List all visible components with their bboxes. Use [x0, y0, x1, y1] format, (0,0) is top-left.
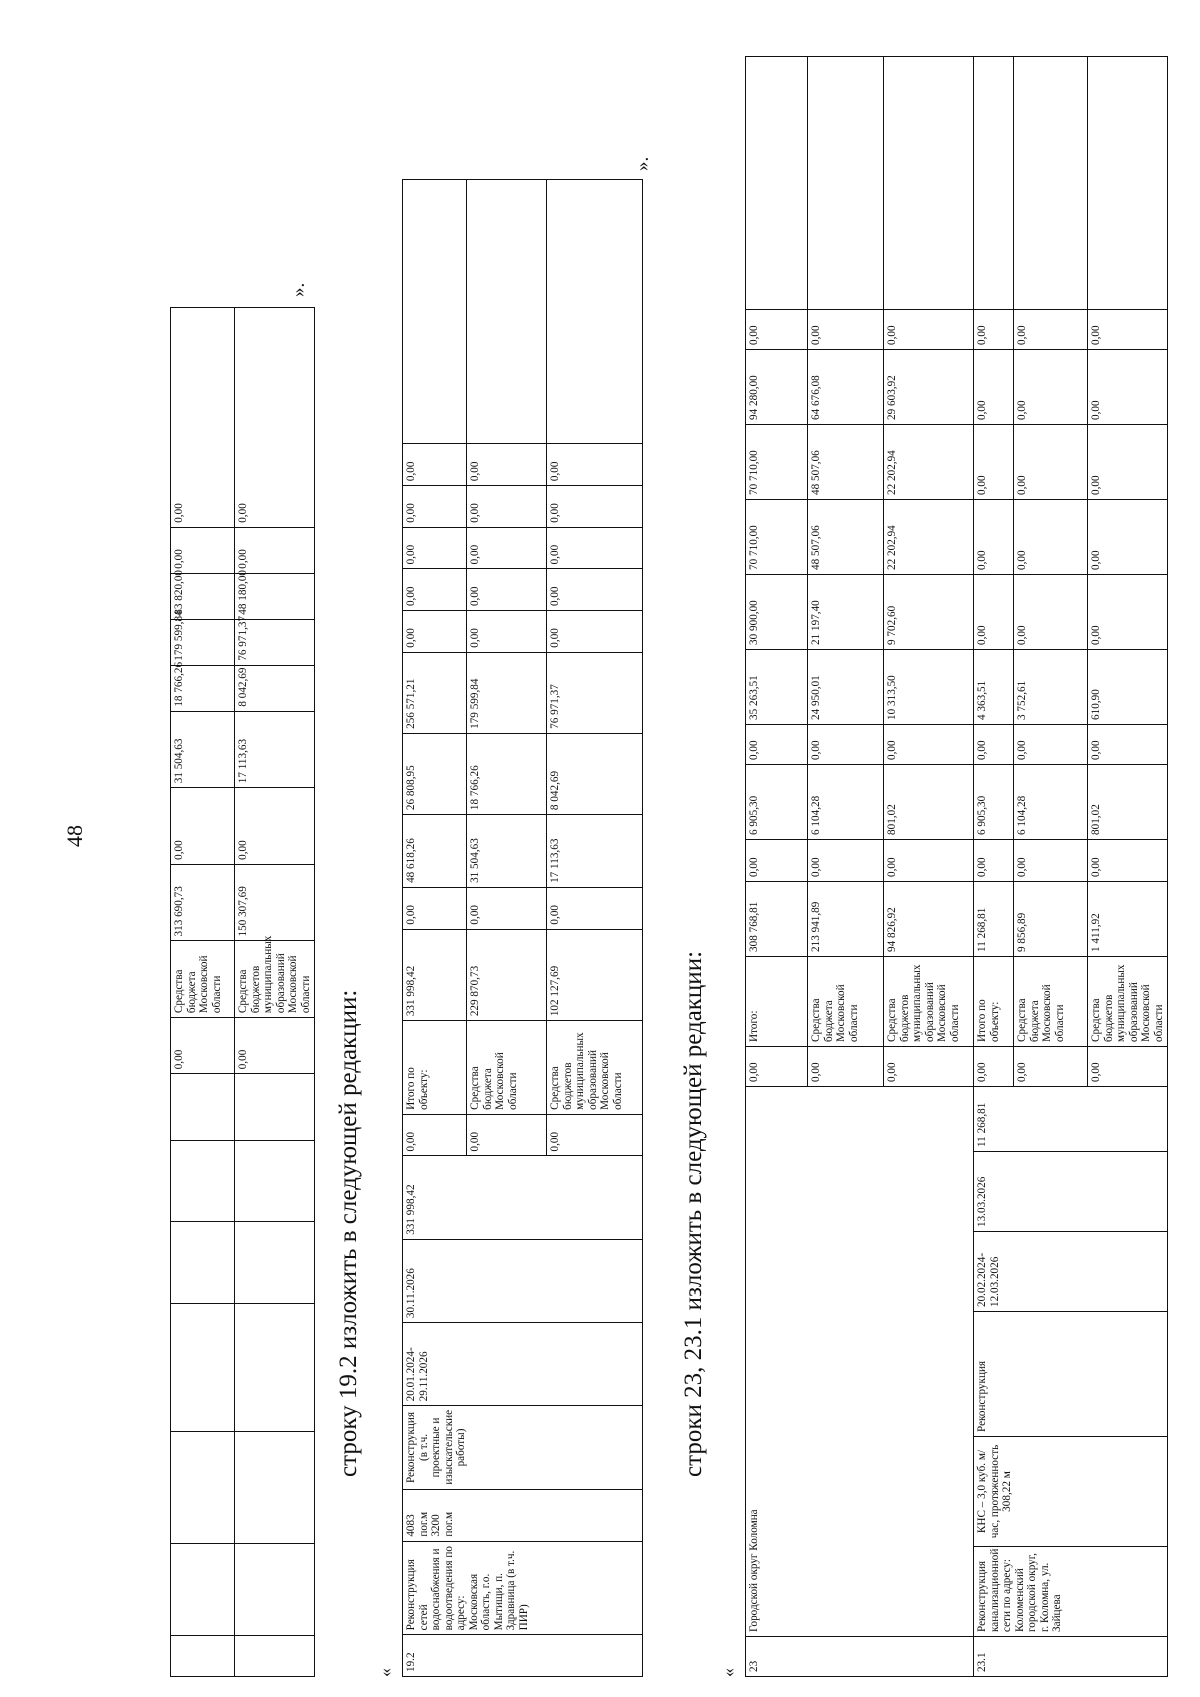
table-cell: 0,00	[235, 788, 315, 865]
table-cell: 24 950,01	[808, 649, 884, 724]
table-cell: 0,00	[171, 1018, 235, 1074]
total-label: Итого по объекту:	[403, 1021, 467, 1115]
table-cell: 29 603,92	[884, 349, 974, 424]
table-cell: 0,00	[467, 887, 547, 929]
table-cell: 30 900,00	[746, 574, 808, 649]
completion-date: 13.03.2026	[974, 1152, 1168, 1232]
table-cell: 0,00	[974, 309, 1014, 349]
table-cell: 0,00	[808, 309, 884, 349]
table-cell: 17 113,63	[547, 815, 643, 888]
table-cell: 0,00	[235, 1018, 315, 1074]
work-dates: 20.01.2024-29.11.2026	[403, 1323, 643, 1406]
table-cell: 313 690,73	[171, 864, 235, 941]
table-cell: 0,00	[1014, 724, 1088, 764]
table-cell: 9 702,60	[884, 574, 974, 649]
object-name: Реконструкция сетей водоснабжения и водоотведения по адресу: Московская область, г.о. Мытищи, п. Здравница (в т.ч. ПИР)	[403, 1541, 643, 1635]
table-cell: 0,00	[403, 569, 467, 611]
table-cell: 31 504,63	[171, 711, 235, 788]
row-number: 23	[746, 1637, 974, 1677]
table-cell: 8 042,69	[235, 665, 315, 711]
paid-amount: 0,00	[403, 1114, 467, 1156]
table-cell: 94 826,92	[884, 881, 974, 956]
table-rows-23	[745, 56, 1168, 1677]
table-cell: 76 971,37	[547, 652, 643, 733]
table-row	[403, 180, 467, 1677]
table-cell: 0,00	[403, 611, 467, 653]
cost-limit: 11 268,81	[974, 1086, 1168, 1151]
row-number: 19.2	[403, 1635, 643, 1677]
table-cell: 0,00	[547, 486, 643, 528]
table-cell: 0,00	[547, 527, 643, 569]
fund-label: Средства бюджетов муниципальных образований Московской области	[235, 941, 315, 1018]
table-cell: 0,00	[235, 527, 315, 573]
table-cell: 0,00	[974, 349, 1014, 424]
rotated-page-content	[140, 37, 1165, 1697]
table-cell: 0,00	[171, 788, 235, 865]
fund-label: Средства бюджетов муниципальных образований Московской области	[1088, 956, 1168, 1046]
table-cell: 0,00	[974, 499, 1014, 574]
table-cell: 0,00	[746, 724, 808, 764]
table-cell: 83 820,00	[171, 573, 235, 619]
table-cell: 48 507,06	[808, 424, 884, 499]
table-cell: 0,00	[547, 569, 643, 611]
table-cell: 0,00	[403, 486, 467, 528]
table-cell: 0,00	[884, 724, 974, 764]
page-number: 48	[62, 825, 87, 847]
table-cell: 0,00	[403, 444, 467, 486]
table-cell: 6 104,28	[808, 764, 884, 839]
table-cell: 229 870,73	[467, 929, 547, 1021]
table-cell: 0,00	[467, 611, 547, 653]
table-cell: 0,00	[547, 887, 643, 929]
table-cell: 48 618,26	[403, 815, 467, 888]
fund-label: Средства бюджетов муниципальных образований Московской области	[884, 956, 974, 1046]
table-cell: 150 307,69	[235, 864, 315, 941]
table-cell: 0,00	[235, 308, 315, 528]
heading-row-19-2: строку 19.2 изложить в следующей редакции:	[335, 989, 362, 1477]
table-cell: 4 363,51	[974, 649, 1014, 724]
opening-quote: «	[375, 1668, 395, 1677]
table-cell: 308 768,81	[746, 881, 808, 956]
table-continuation	[170, 307, 315, 1677]
table-cell: 35 263,51	[746, 649, 808, 724]
table-cell: 22 202,94	[884, 424, 974, 499]
table-row	[235, 308, 315, 1677]
table-cell: 8 042,69	[547, 733, 643, 814]
table-cell: 9 856,89	[1014, 881, 1088, 956]
table-cell: 10 313,50	[884, 649, 974, 724]
table-cell: 0,00	[808, 724, 884, 764]
paid-amount: 0,00	[1088, 1046, 1168, 1086]
closing-quote: ».	[288, 282, 309, 297]
table-cell: 0,00	[547, 444, 643, 486]
table-cell: 48 180,00	[235, 573, 315, 619]
table-cell: 0,00	[974, 574, 1014, 649]
table-cell: 0,00	[1088, 424, 1168, 499]
district-name: Городской округ Коломна	[746, 1086, 974, 1636]
heading-rows-23: строки 23, 23.1 изложить в следующей редакции:	[680, 950, 707, 1477]
table-cell: 0,00	[974, 724, 1014, 764]
table-cell: 0,00	[1014, 574, 1088, 649]
table-cell: 0,00	[547, 611, 643, 653]
table-cell: 0,00	[1014, 424, 1088, 499]
fund-label: Средства бюджета Московской области	[1014, 956, 1088, 1046]
table-cell: 0,00	[1088, 349, 1168, 424]
table-cell: 0,00	[467, 569, 547, 611]
table-cell: 6 104,28	[1014, 764, 1088, 839]
total-label: Итого:	[746, 956, 808, 1046]
table-cell: 0,00	[974, 839, 1014, 881]
table-cell: 801,02	[884, 764, 974, 839]
fund-label: Средства бюджетов муниципальных образований Московской области	[547, 1021, 643, 1115]
fund-label: Средства бюджета Московской области	[171, 941, 235, 1018]
table-cell: 21 197,40	[808, 574, 884, 649]
table-cell: 17 113,63	[235, 711, 315, 788]
opening-quote: «	[718, 1668, 738, 1677]
paid-amount: 0,00	[547, 1114, 643, 1156]
table-cell: 0,00	[403, 527, 467, 569]
paid-amount: 0,00	[884, 1046, 974, 1086]
table-cell: 331 998,42	[403, 929, 467, 1021]
table-cell: 6 905,30	[974, 764, 1014, 839]
table-cell: 18 766,26	[467, 733, 547, 814]
paid-amount: 0,00	[974, 1046, 1014, 1086]
table-cell: 256 571,21	[403, 652, 467, 733]
table-cell: 0,00	[1088, 724, 1168, 764]
object-name: Реконструкция канализационной сети по адресу: Коломенский городской округ, г. Коломна, ул. Зайцева	[974, 1547, 1168, 1637]
table-cell: 0,00	[1014, 349, 1088, 424]
table-cell: 70 710,00	[746, 499, 808, 574]
work-dates: 20.02.2024-12.03.2026	[974, 1232, 1168, 1312]
table-cell: 213 941,89	[808, 881, 884, 956]
table-cell: 6 905,30	[746, 764, 808, 839]
table-cell: 179 599,84	[171, 619, 235, 665]
paid-amount: 0,00	[746, 1046, 808, 1086]
table-cell: 22 202,94	[884, 499, 974, 574]
work-type: Реконструкция (в т.ч. проектные и изыскательские работы)	[403, 1406, 643, 1489]
object-capacity: КНС – 3,0 куб. м/час, протяженность 308,22 м	[974, 1437, 1168, 1547]
completion-date: 30.11.2026	[403, 1239, 643, 1322]
table-cell: 26 808,95	[403, 733, 467, 814]
table-cell: 610,90	[1088, 649, 1168, 724]
table-cell: 0,00	[1088, 839, 1168, 881]
table-cell: 76 971,37	[235, 619, 315, 665]
table-cell: 0,00	[974, 424, 1014, 499]
table-cell: 0,00	[1088, 574, 1168, 649]
paid-amount: 0,00	[467, 1114, 547, 1156]
table-cell: 3 752,61	[1014, 649, 1088, 724]
table-cell: 0,00	[403, 887, 467, 929]
total-label: Итого по объекту:	[974, 956, 1014, 1046]
table-cell: 0,00	[1014, 499, 1088, 574]
closing-quote: ».	[632, 156, 653, 171]
table-cell: 1 411,92	[1088, 881, 1168, 956]
paid-amount: 0,00	[1014, 1046, 1088, 1086]
object-capacity: 4083 пог.м 3200 пог.м	[403, 1489, 643, 1541]
table-cell: 48 507,06	[808, 499, 884, 574]
table-cell: 0,00	[808, 839, 884, 881]
cost-limit: 331 998,42	[403, 1156, 643, 1239]
work-type: Реконструкция	[974, 1312, 1168, 1437]
table-cell: 0,00	[884, 839, 974, 881]
table-cell: 0,00	[1014, 839, 1088, 881]
table-cell: 0,00	[746, 309, 808, 349]
table-row	[171, 308, 235, 1677]
table-cell: 0,00	[467, 486, 547, 528]
table-cell: 801,02	[1088, 764, 1168, 839]
fund-label: Средства бюджета Московской области	[808, 956, 884, 1046]
table-row	[974, 56, 1014, 1676]
table-cell: 0,00	[1088, 309, 1168, 349]
table-cell: 31 504,63	[467, 815, 547, 888]
table-cell: 70 710,00	[746, 424, 808, 499]
table-cell: 0,00	[884, 309, 974, 349]
table-row-19-2	[402, 179, 643, 1677]
table-cell: 0,00	[171, 527, 235, 573]
table-cell: 0,00	[171, 308, 235, 528]
table-cell: 102 127,69	[547, 929, 643, 1021]
table-cell: 0,00	[467, 444, 547, 486]
table-cell: 64 676,08	[808, 349, 884, 424]
table-cell: 0,00	[1088, 499, 1168, 574]
table-cell: 0,00	[746, 839, 808, 881]
table-cell: 179 599,84	[467, 652, 547, 733]
table-cell: 94 280,00	[746, 349, 808, 424]
paid-amount: 0,00	[808, 1046, 884, 1086]
row-number: 23.1	[974, 1637, 1168, 1677]
table-cell: 11 268,81	[974, 881, 1014, 956]
table-cell: 18 766,26	[171, 665, 235, 711]
table-cell: 0,00	[467, 527, 547, 569]
fund-label: Средства бюджета Московской области	[467, 1021, 547, 1115]
table-row	[746, 56, 808, 1676]
table-cell: 0,00	[1014, 309, 1088, 349]
